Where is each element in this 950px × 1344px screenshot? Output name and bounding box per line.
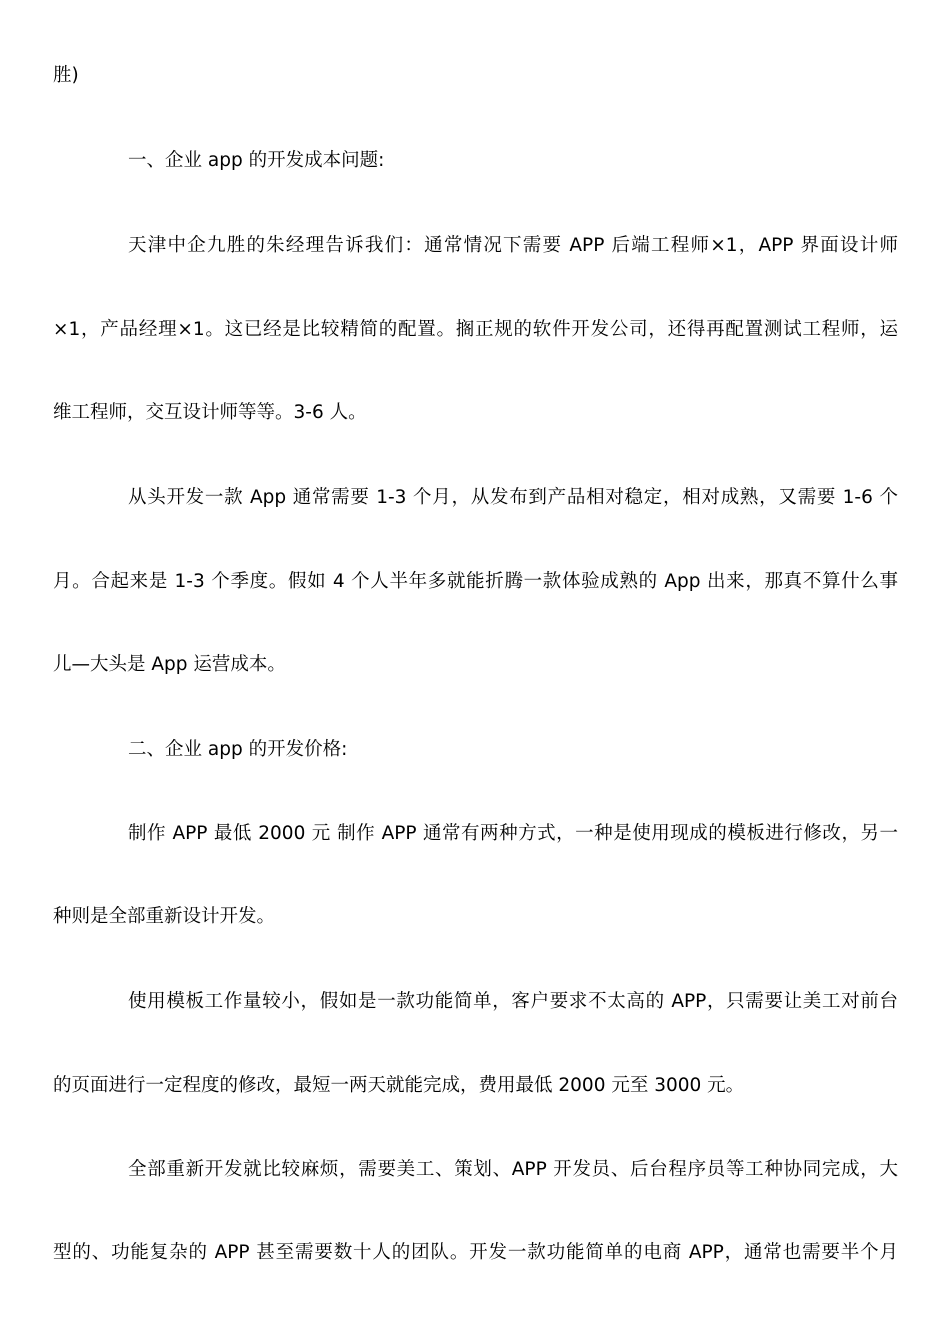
text-line-continuation: 胜) [53,65,79,86]
section-heading-price: 二、企业 app 的开发价格: [128,739,348,760]
paragraph-line: ×1，产品经理×1。这已经是比较精简的配置。搁正规的软件开发公司，还得再配置测试工程师，运 [53,319,898,340]
paragraph-line: 制作 APP 最低 2000 元 制作 APP 通常有两种方式，一种是使用现成的模板进行修改，另一 [128,823,898,844]
paragraph-line: 从头开发一款 App 通常需要 1-3 个月，从发布到产品相对稳定，相对成熟，又需要 1-6 个 [128,487,898,508]
paragraph-line: 月。合起来是 1-3 个季度。假如 4 个人半年多就能折腾一款体验成熟的 App 出来，那真不算什么事 [53,571,898,592]
paragraph-line: 维工程师，交互设计师等等。3-6 人。 [53,402,367,423]
paragraph-line: 种则是全部重新设计开发。 [53,906,276,927]
paragraph-line: 使用模板工作量较小，假如是一款功能简单，客户要求不太高的 APP，只需要让美工对前台 [128,991,898,1012]
paragraph-line: 儿—大头是 App 运营成本。 [53,654,286,675]
paragraph-line: 型的、功能复杂的 APP 甚至需要数十人的团队。开发一款功能简单的电商 APP，通常也需要半个月 [53,1242,898,1263]
paragraph-line: 的页面进行一定程度的修改，最短一两天就能完成，费用最低 2000 元至 3000 元。 [53,1075,745,1096]
paragraph-line: 天津中企九胜的朱经理告诉我们：通常情况下需要 APP 后端工程师×1，APP 界面设计师 [128,235,898,256]
section-heading-cost: 一、企业 app 的开发成本问题: [128,150,385,171]
paragraph-line: 全部重新开发就比较麻烦，需要美工、策划、APP 开发员、后台程序员等工种协同完成，大 [128,1159,898,1180]
